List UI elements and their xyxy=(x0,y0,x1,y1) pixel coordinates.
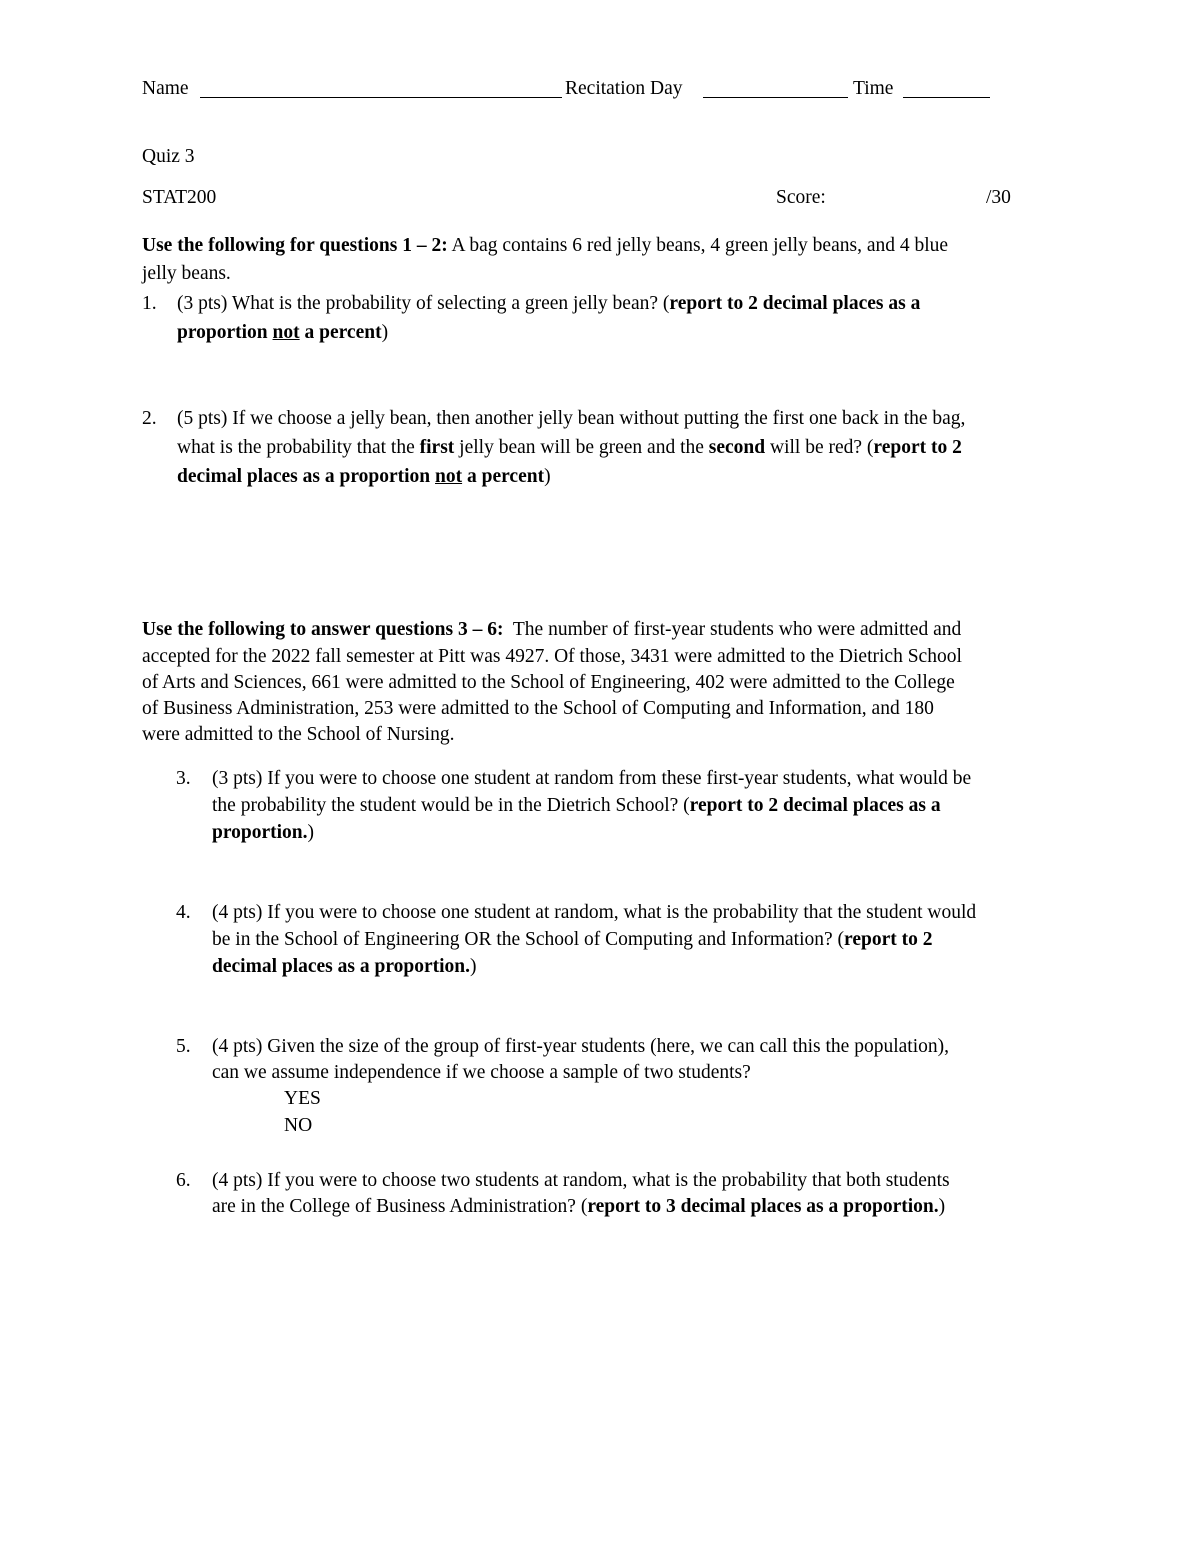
q3-instruction-a: report to 2 decimal places as a xyxy=(689,795,941,816)
section2-intro-text: The number of first-year students who were admitted and xyxy=(503,619,962,640)
q6-line1: (4 pts) If you were to choose two students at random, what is the probability that both students xyxy=(212,1170,950,1191)
recitation-day-field[interactable] xyxy=(703,97,848,98)
q6-close: ) xyxy=(938,1196,946,1217)
course-code: STAT200 xyxy=(142,187,217,208)
q3-line1: (3 pts) If you were to choose one student at random from these first-year students, what would be xyxy=(212,768,972,789)
q5-line1: (4 pts) Given the size of the group of first-year students (here, we can call this the population), xyxy=(212,1036,949,1057)
q5-option-no[interactable]: NO xyxy=(284,1115,313,1136)
q2-text-a: what is the probability that the xyxy=(177,437,420,458)
q4-instruction-b: decimal places as a proportion. xyxy=(212,956,471,977)
q3-line3 xyxy=(212,823,314,843)
q3-close: ) xyxy=(307,822,315,843)
score-total: /30 xyxy=(986,187,1011,208)
q2-second: second xyxy=(708,437,766,458)
q2-number: 2. xyxy=(142,408,157,429)
q5-line2: can we assume independence if we choose a sample of two students? xyxy=(212,1062,751,1083)
score-label: Score: xyxy=(776,187,826,208)
section2-intro-line3: of Arts and Sciences, 661 were admitted to the School of Engineering, 402 were admitted to the College xyxy=(142,672,955,693)
q1-line1 xyxy=(177,294,920,314)
q1-line2 xyxy=(177,323,388,343)
q2-line1: (5 pts) If we choose a jelly bean, then another jelly bean without putting the first one back in the bag, xyxy=(177,408,966,429)
q6-instruction: report to 3 decimal places as a proportion. xyxy=(587,1196,939,1217)
q6-number: 6. xyxy=(176,1170,191,1191)
q2-instruction-c: a percent xyxy=(462,466,545,487)
q3-text: the probability the student would be in the Dietrich School? ( xyxy=(212,795,690,816)
q2-text-e: will be red? ( xyxy=(765,437,874,458)
section2-intro-line5: were admitted to the School of Nursing. xyxy=(142,724,455,745)
q4-line3 xyxy=(212,957,477,977)
q1-close: ) xyxy=(381,322,389,343)
section1-intro-bold: Use the following for questions 1 – 2: xyxy=(142,235,448,256)
q1-instruction-c: a percent xyxy=(299,322,382,343)
q6-line2 xyxy=(212,1197,945,1217)
q2-line3 xyxy=(177,467,551,487)
quiz-title: Quiz 3 xyxy=(142,146,195,167)
q1-instruction-a: report to 2 decimal places as a xyxy=(669,293,921,314)
q1-text: (3 pts) What is the probability of selecting a green jelly bean? ( xyxy=(177,293,670,314)
q5-number: 5. xyxy=(176,1036,191,1057)
recitation-label: Recitation Day xyxy=(565,78,683,99)
q2-close: ) xyxy=(544,466,551,487)
q4-close: ) xyxy=(470,956,477,977)
time-field[interactable] xyxy=(903,97,990,98)
section2-intro-line4: of Business Administration, 253 were admitted to the School of Computing and Information, and 180 xyxy=(142,698,934,719)
name-field[interactable] xyxy=(200,97,562,98)
q6-text: are in the College of Business Administration? ( xyxy=(212,1196,588,1217)
q2-first: first xyxy=(419,437,455,458)
q4-instruction-a: report to 2 xyxy=(844,929,933,950)
section1-intro-line2: jelly beans. xyxy=(142,263,231,284)
q1-instruction-not: not xyxy=(272,322,300,343)
section2-intro-bold: Use the following to answer questions 3 – 6: xyxy=(142,619,504,640)
time-label: Time xyxy=(853,78,894,99)
q4-line1: (4 pts) If you were to choose one student at random, what is the probability that the student would xyxy=(212,902,977,923)
q4-number: 4. xyxy=(176,902,191,923)
section2-intro-line1 xyxy=(142,620,961,640)
q4-line2 xyxy=(212,930,932,950)
section1-intro-text: A bag contains 6 red jelly beans, 4 green jelly beans, and 4 blue xyxy=(447,235,949,256)
q2-line2 xyxy=(177,438,962,458)
q2-instruction-a: report to 2 xyxy=(873,437,962,458)
q2-instruction-b: decimal places as a proportion xyxy=(177,466,436,487)
q2-text-c: jelly bean will be green and the xyxy=(454,437,709,458)
q2-instruction-not: not xyxy=(435,466,463,487)
q3-number: 3. xyxy=(176,768,191,789)
q1-number: 1. xyxy=(142,293,157,314)
q3-instruction-b: proportion. xyxy=(212,822,308,843)
q3-line2 xyxy=(212,796,941,816)
section2-intro-line2: accepted for the 2022 fall semester at Pitt was 4927. Of those, 3431 were admitted to the Dietrich School xyxy=(142,646,962,667)
q4-text: be in the School of Engineering OR the School of Computing and Information? ( xyxy=(212,929,845,950)
q1-instruction-b: proportion xyxy=(177,322,273,343)
name-label: Name xyxy=(142,78,189,99)
section1-intro-line1 xyxy=(142,236,948,256)
q5-option-yes[interactable]: YES xyxy=(284,1088,321,1109)
